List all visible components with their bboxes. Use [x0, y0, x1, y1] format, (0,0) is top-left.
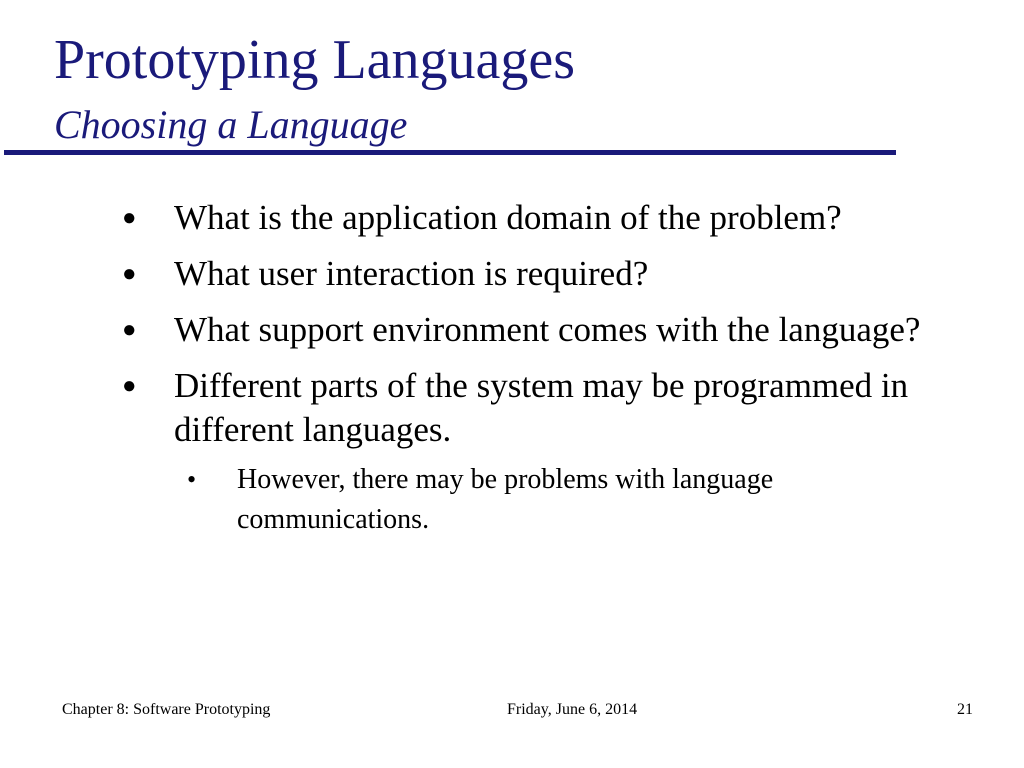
- bullet-item: [122, 364, 984, 452]
- sub-bullet-text: However, there may be problems with language communications.: [237, 464, 774, 535]
- footer-date: Friday, June 6, 2014: [507, 701, 638, 718]
- bullet-text: What support environment comes with the language?: [174, 310, 921, 349]
- bullet-item: [122, 308, 984, 352]
- slide-title: Prototyping Languages: [54, 29, 576, 91]
- bullet-dot-icon: ●: [122, 373, 137, 399]
- bullet-item: [122, 196, 984, 240]
- bullet-list: [0, 196, 1024, 540]
- bullet-text: What is the application domain of the problem?: [174, 198, 842, 237]
- sub-bullet-item: [187, 460, 937, 540]
- bullet-text: What user interaction is required?: [174, 254, 649, 293]
- title-underline: [4, 150, 896, 155]
- bullet-dot-icon: ●: [122, 317, 137, 343]
- slide-subtitle: Choosing a Language: [54, 102, 408, 147]
- bullet-dot-icon: ●: [122, 205, 137, 231]
- footer-chapter: Chapter 8: Software Prototyping: [62, 701, 271, 718]
- bullet-text: Different parts of the system may be programmed in different languages.: [174, 366, 909, 449]
- bullet-item: [122, 252, 984, 296]
- sub-bullet-dot-icon: •: [187, 465, 197, 494]
- footer-page-number: 21: [957, 701, 973, 718]
- bullet-dot-icon: ●: [122, 261, 137, 287]
